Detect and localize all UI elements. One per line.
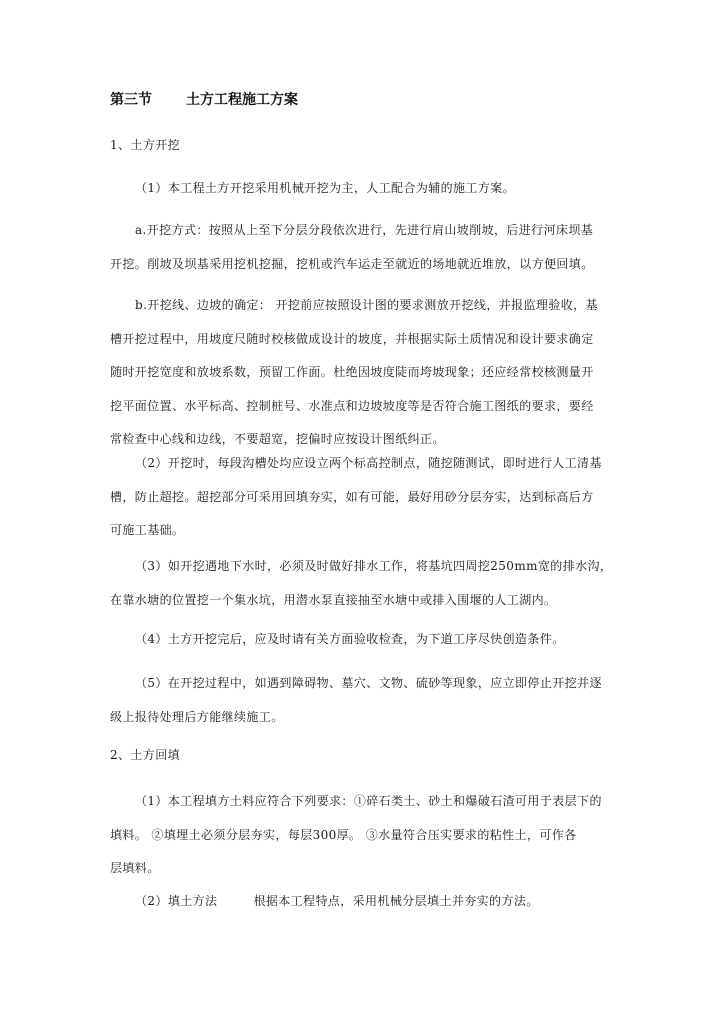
heading-backfill: 2、土方回填 [110,748,181,762]
paragraph-excavation-1: （1）本工程土方开挖采用机械开挖为主，人工配合为辅的施工方案。 [135,181,516,195]
section-heading: 土方工程施工方案 [186,92,298,108]
paragraph-excavation-2: （2）开挖时，每段沟槽处均应设立两个标高控制点，随挖随测试，即时进行人工清基 槽，防止超挖。超挖部分可采用回填夯实，如有可能，最好用砂分层夯实，达到标高后方 可施工基础。 [110,456,602,537]
paragraph-backfill-2 [110,885,616,919]
paragraph-excavation-a: a.开挖方式：按照从上至下分层分段依次进行，先进行肩山坡削坡，后进行河床坝基 开挖。削坡及坝基采用挖机挖掘，挖机或汽车运走至就近的场地就近堆放，以方便回填。 [110,223,594,271]
paragraph-excavation-b: b.开挖线、边坡的确定： 开挖前应按照设计图的要求测放开挖线，并报监理验收，基 槽开挖过程中，用坡度尺随时校核做成设计的坡度，并根据实际土质情况和设计要求确定 随时开挖宽度和放坡系数，预留工作面。杜绝因坡度陡而垮坡现象；还应经常校核测量开 挖平面位置、水平标高、控制桩号、水准点和边坡坡度等是否符合施工图纸的要求，要经 常检查中心线和边线，不要超宽，挖偏时应按设计图纸纠正。 [110,298,598,446]
heading-excavation: 1、土方开挖 [110,138,181,152]
section-title [110,85,298,115]
fill-method-label: （2）填土方法 [135,894,218,908]
paragraph-excavation-3: （3）如开挖遇地下水时，必须及时做好排水工作，将基坑四周挖250mm宽的排水沟， 在靠水塘的位置挖一个集水坑，用潜水泵直接抽至水塘中或排入围堰的人工湖内。 [110,559,613,607]
paragraph-excavation-4: （4）土方开挖完后，应及时请有关方面验收检查，为下道工序尽快创造条件。 [135,632,565,646]
fill-method-text: 根据本工程特点，采用机械分层填土并夯实的方法。 [253,894,539,908]
section-number: 第三节 [110,92,152,108]
paragraph-excavation-5: （5）在开挖过程中，如遇到障碍物、墓穴、文物、硫砂等现象，应立即停止开挖并逐 级上报待处理后方能继续施工。 [110,676,602,724]
paragraph-backfill-1: （1）本工程填方土料应符合下列要求：①碎石类土、砂土和爆破石渣可用于表层下的 填料。 ②填埋土必须分层夯实，每层300厚。 ③水量符合压实要求的粘性土，可作各 层填料。 [110,794,602,875]
